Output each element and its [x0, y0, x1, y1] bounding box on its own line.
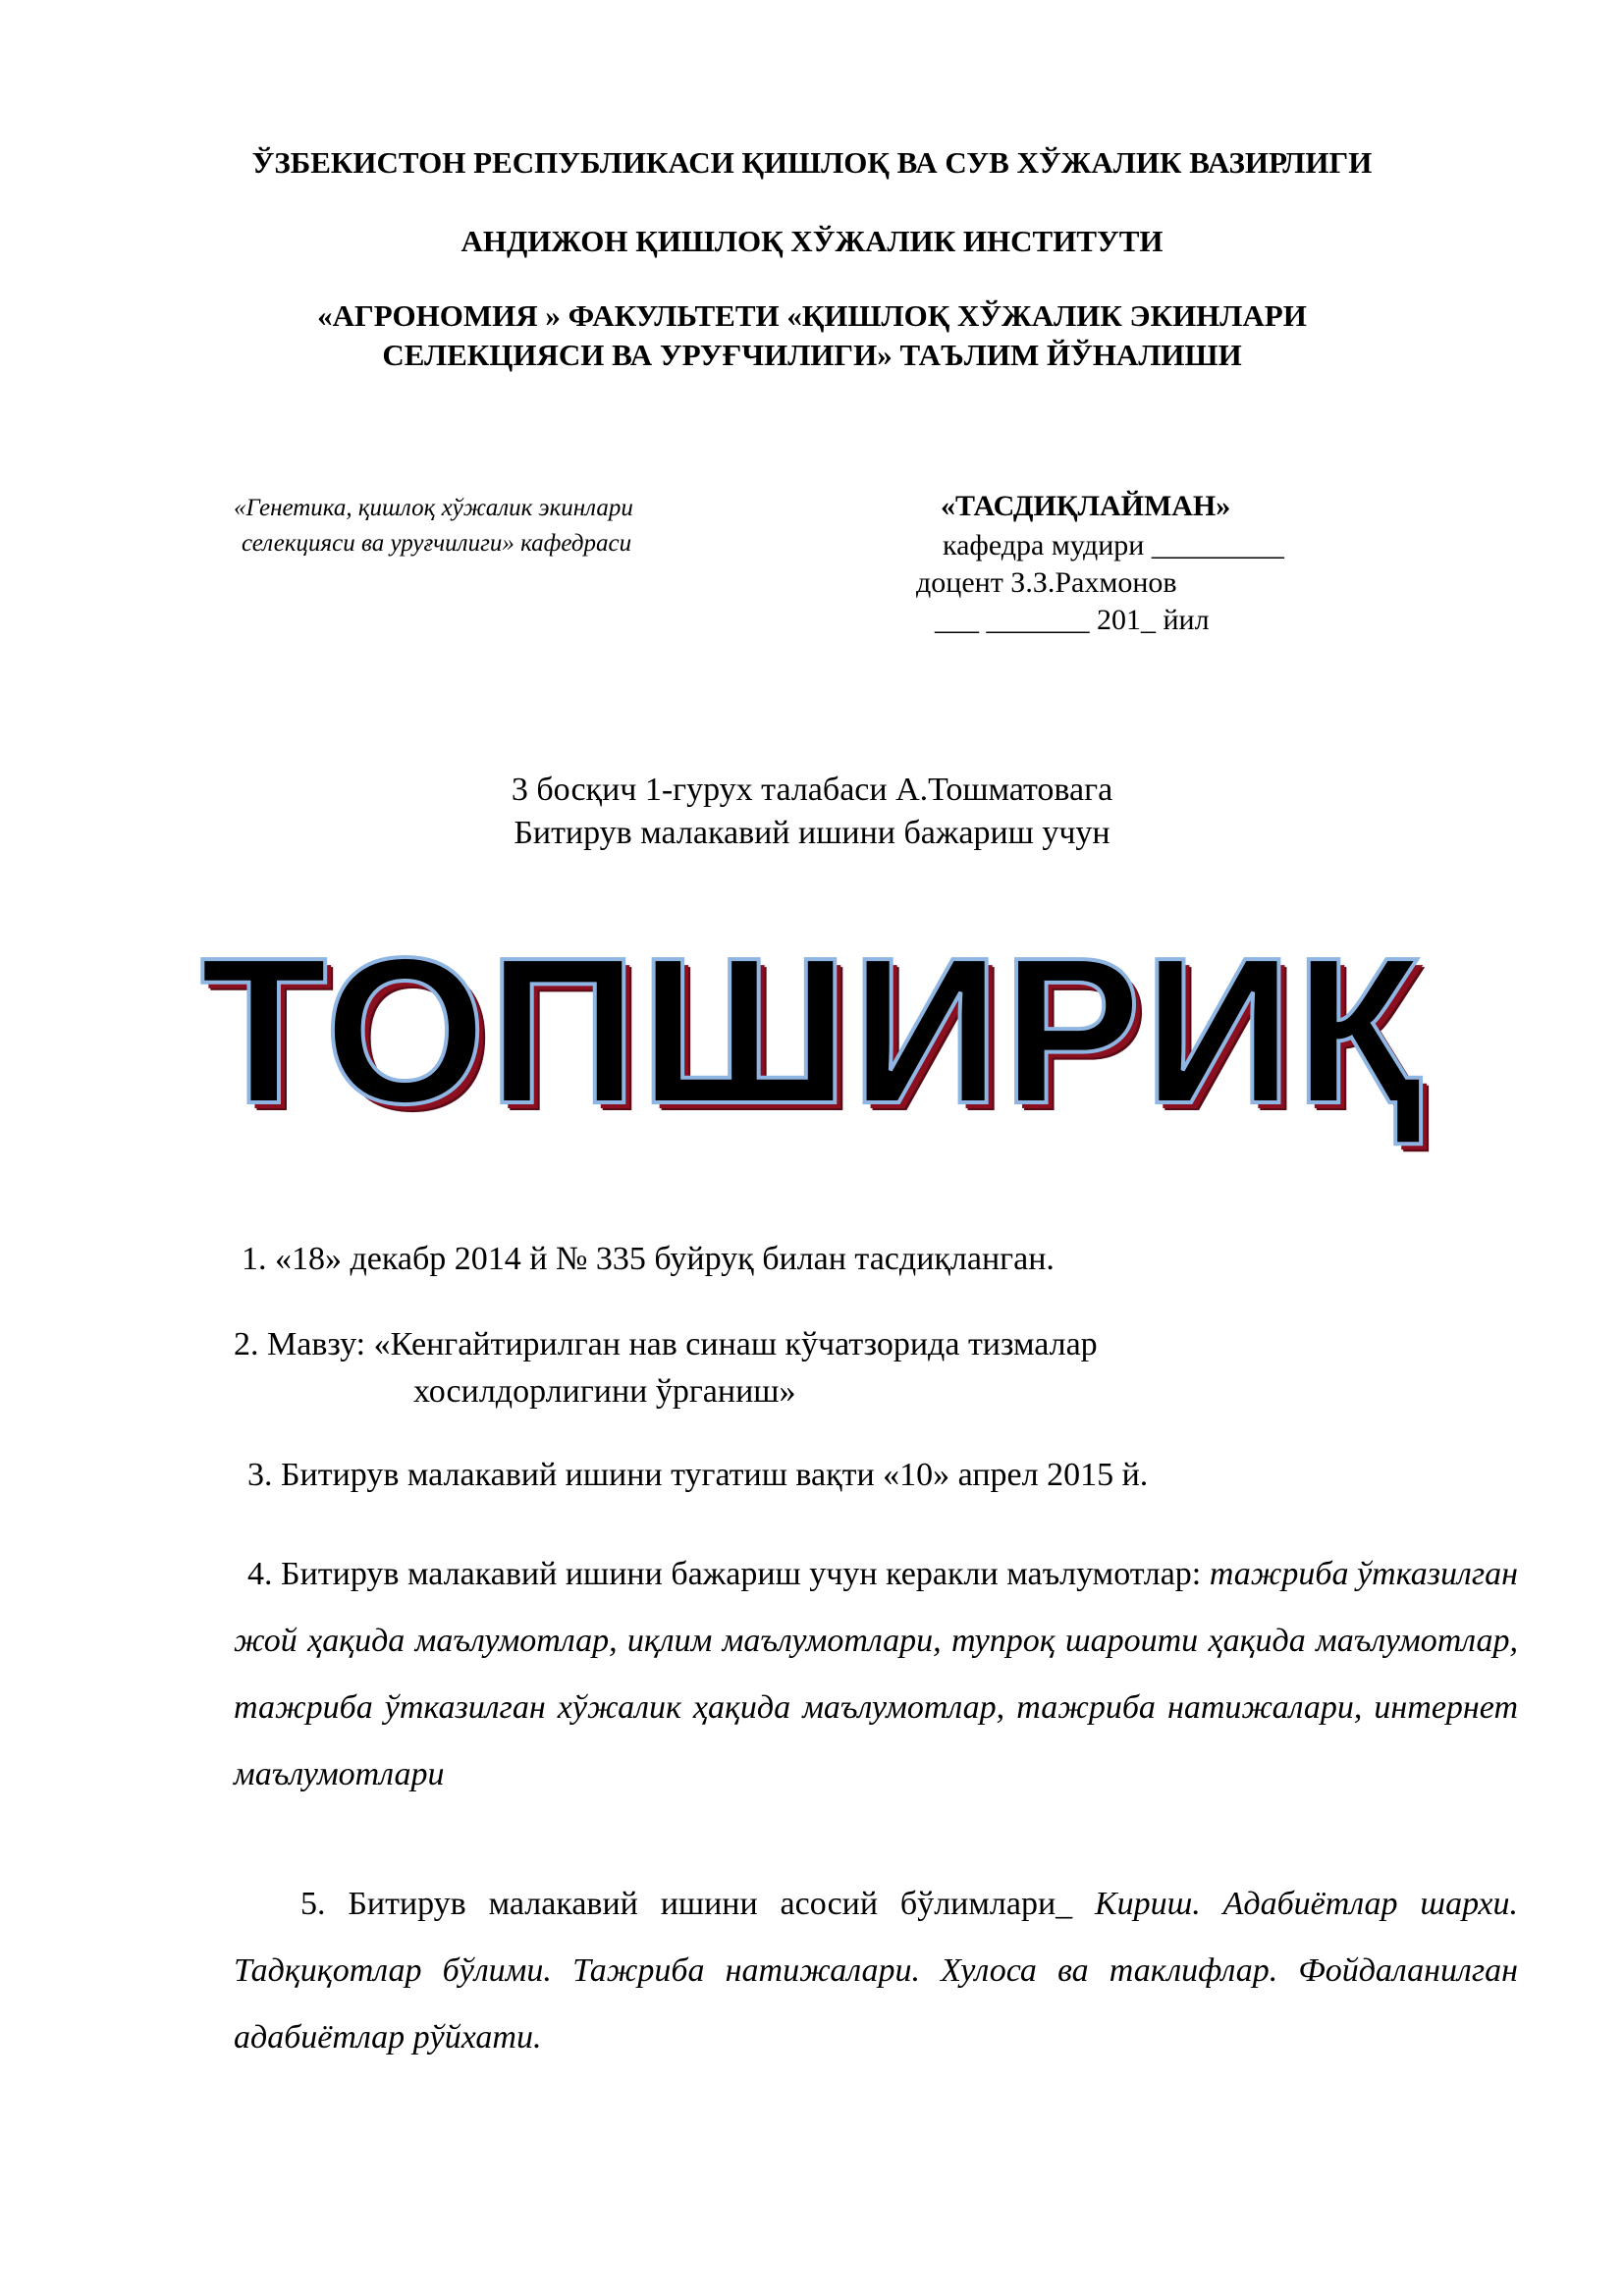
institute-heading: АНДИЖОН ҚИШЛОҚ ХЎЖАЛИК ИНСТИТУТИ	[460, 224, 1164, 258]
item-3: 3. Битирув малакавий ишини тугатиш вақти «10» апрел 2015 й.	[247, 1457, 1149, 1493]
item-4	[234, 1541, 1518, 1808]
ministry-heading: ЎЗБЕКИСТОН РЕСПУБЛИКАСИ ҚИШЛОҚ ВА СУВ ХЎЖАЛИК ВАЗИРЛИГИ	[251, 145, 1373, 180]
approval-head: кафедра мудири _________	[943, 529, 1284, 561]
document-title: ТОПШИРИҚ	[199, 914, 1425, 1147]
approval-date: ___ _______ 201_ йил	[935, 604, 1210, 636]
faculty-heading-line1: «АГРОНОМИЯ » ФАКУЛЬТЕТИ «ҚИШЛОҚ ХЎЖАЛИК ЭКИНЛАРИ	[317, 298, 1307, 333]
faculty-heading-line2: СЕЛЕКЦИЯСИ ВА УРУҒЧИЛИГИ» ТАЪЛИМ ЙЎНАЛИШИ	[382, 338, 1242, 372]
item-4-text: тажриба ўтказилган жой ҳақида маълумотлар, иқлим маълумотлари, тупроқ шароити ҳақида маълумотлар, тажриба ўтказилган хўжалик ҳақида маълумотлар, тажриба натижалари, интернет маълумотлари	[234, 1556, 1519, 1792]
approval-name: доцент З.З.Рахмонов	[916, 566, 1177, 599]
item-5-label: 5. Битирув малакавий ишини асосий бўлимлари_	[300, 1886, 1073, 1922]
student-line2: Битирув малакавий ишини бажариш учун	[514, 815, 1110, 851]
item-2-line2: хосилдорлигини ўрганиш»	[413, 1373, 796, 1410]
item-1: 1. «18» декабр 2014 й № 335 буйруқ билан тасдиқланган.	[242, 1241, 1055, 1277]
department-line1: «Генетика, қишлоқ хўжалик экинлари	[234, 495, 633, 521]
item-2-line1: 2. Мавзу: «Кенгайтирилган нав синаш кўчатзорида тизмалар	[234, 1326, 1098, 1362]
department-line2: селекцияси ва уруғчилиги» кафедраси	[242, 530, 632, 557]
item-5	[234, 1871, 1518, 2071]
item-5-text: Кириш. Адабиётлар шархи. Тадқиқотлар бўлими. Тажриба натижалари. Хулоса ва таклифлар. Фойдаланилган адабиётлар рўйхати.	[234, 1886, 1518, 2056]
approval-title: «ТАСДИҚЛАЙМАН»	[941, 490, 1231, 522]
student-line1: 3 босқич 1-гурух талабаси А.Тошматовага	[511, 772, 1113, 808]
item-4-label: 4. Битирув малакавий ишини бажариш учун керакли маълумотлар:	[247, 1556, 1202, 1592]
